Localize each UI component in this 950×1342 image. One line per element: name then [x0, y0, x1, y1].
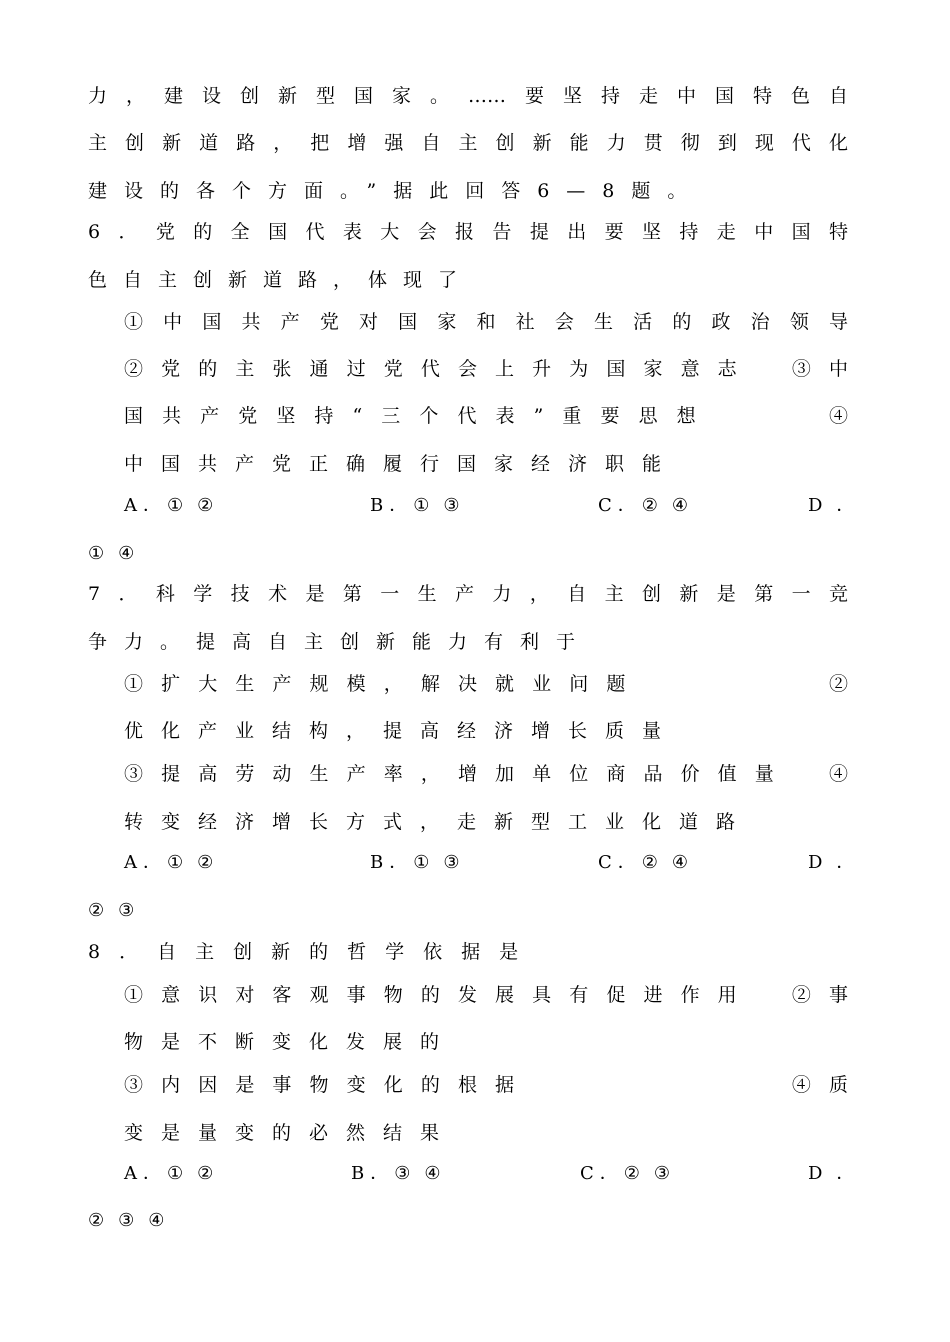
q8-option-c-text: ②③ [623, 1163, 685, 1184]
q8-option-a-text: ①② [167, 1163, 228, 1184]
q6-item-line-4: 中国共产党正确履行国家经济职能 [124, 453, 680, 475]
q6-option-c [598, 494, 702, 518]
q6-option-d-text: ①④ [88, 543, 149, 564]
q6-option-a-text: ①② [167, 495, 228, 516]
q8-option-b [351, 1162, 455, 1186]
q8-item-line-2: 物是不断变化发展的 [124, 1031, 458, 1053]
q8-option-c [580, 1162, 684, 1186]
q7-option-c [598, 851, 702, 875]
q6-stem-line-1: 6．党的全国代表大会报告提出要坚持走中国特 [88, 221, 848, 243]
q6-option-b [370, 494, 474, 518]
q7-option-d-text: ②③ [88, 900, 149, 921]
q6-item-line-1: ①中国共产党对国家和社会生活的政治领导 [124, 311, 848, 333]
q6-stem-line-2: 色自主创新道路，体现了 [88, 269, 474, 291]
q7-option-a-text: ①② [167, 852, 228, 873]
q7-stem-line-1: 7．科学技术是第一生产力，自主创新是第一竞 [88, 583, 848, 605]
q6-option-c-label: C． [598, 495, 642, 516]
q8-item-line-4: 变是量变的必然结果 [124, 1122, 458, 1144]
q8-stem-line-1: 8．自主创新的哲学依据是 [88, 941, 538, 963]
q7-option-a-label: A． [124, 852, 167, 873]
q6-option-b-label: B． [370, 495, 414, 516]
q6-option-a [124, 494, 227, 518]
q7-option-b-text: ①③ [413, 852, 474, 873]
q8-option-d-label: D． [808, 1163, 869, 1184]
q7-option-b [370, 851, 474, 875]
q7-option-c-label: C． [598, 852, 642, 873]
intro-line-1: 力，建设创新型国家。……要坚持走中国特色自 [88, 85, 848, 107]
q7-item-line-2: 优化产业结构，提高经济增长质量 [124, 720, 680, 742]
q7-option-a [124, 851, 227, 875]
q8-option-c-label: C． [580, 1163, 624, 1184]
q8-item-line-1: ①意识对客观事物的发展具有促进作用 ②事 [124, 984, 848, 1006]
q7-item-line-1: ①扩大生产规模，解决就业问题 ② [124, 673, 848, 695]
q6-option-d-label: D． [808, 495, 869, 516]
q6-option-c-text: ②④ [641, 495, 703, 516]
q6-option-b-text: ①③ [413, 495, 474, 516]
q8-option-a [124, 1162, 227, 1186]
q7-stem-line-2: 争力。提高自主创新能力有利于 [88, 631, 593, 653]
intro-line-2: 主创新道路，把增强自主创新能力贯彻到现代化 [88, 132, 848, 154]
q8-option-a-label: A． [124, 1163, 167, 1184]
q7-option-b-label: B． [370, 852, 414, 873]
q8-option-d-text: ②③④ [88, 1210, 179, 1231]
q6-item-line-2: ②党的主张通过党代会上升为国家意志 ③中 [124, 358, 848, 380]
q8-option-b-text: ③④ [394, 1163, 455, 1184]
q7-item-line-4: 转变经济增长方式，走新型工业化道路 [124, 811, 754, 833]
q8-option-b-label: B． [351, 1163, 395, 1184]
q6-item-line-3: 国共产党坚持“三个代表”重要思想 ④ [124, 405, 848, 427]
q6-option-a-label: A． [124, 495, 167, 516]
q7-option-c-text: ②④ [641, 852, 703, 873]
q7-option-d-label: D． [808, 852, 869, 873]
intro-line-3: 建设的各个方面。”据此回答6—8题。 [88, 180, 704, 202]
q7-item-line-3: ③提高劳动生产率，增加单位商品价值量 ④ [124, 763, 848, 785]
q8-item-line-3: ③内因是事物变化的根据 ④质 [124, 1074, 848, 1096]
